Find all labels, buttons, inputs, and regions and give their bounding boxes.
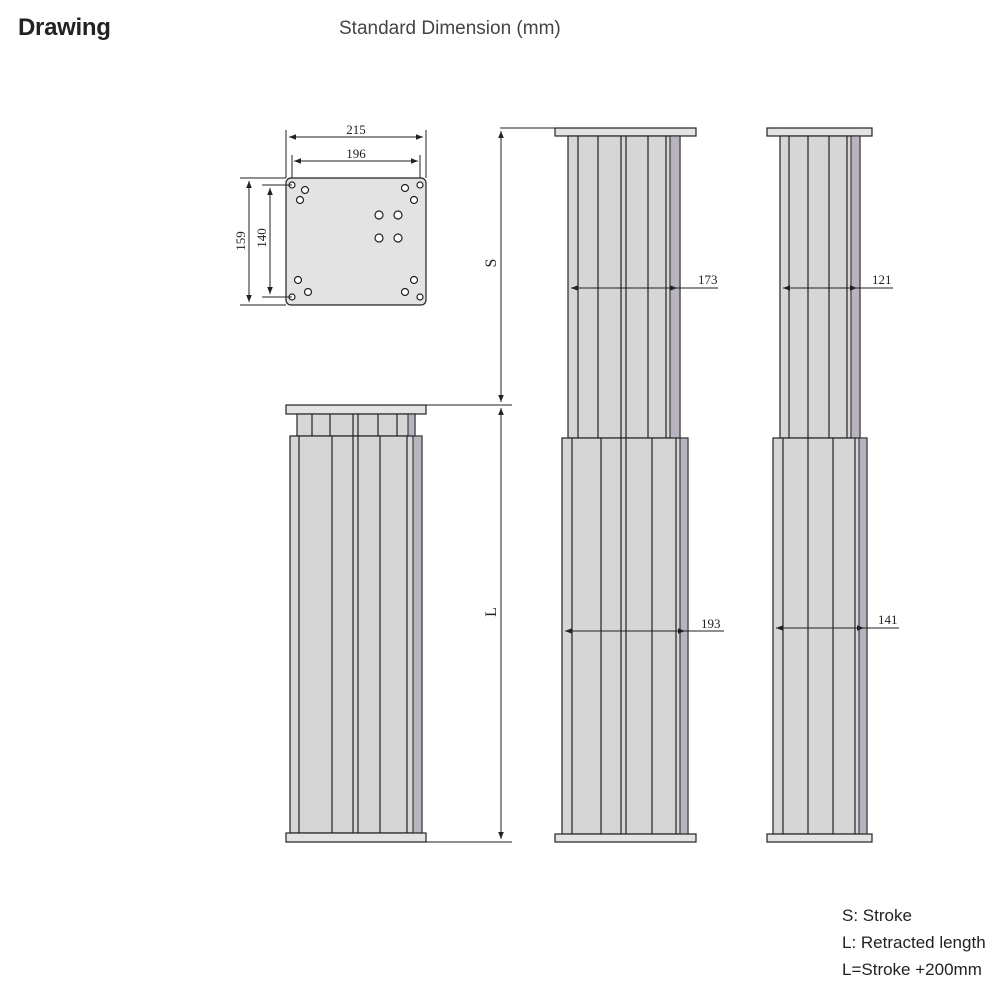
front-lower-width-label: 193 [701, 616, 721, 631]
length-dimension-label: L [483, 607, 500, 617]
plate-inner-height-label: 140 [254, 228, 269, 248]
mounting-plate [286, 178, 426, 305]
legend-item-retracted-length: L: Retracted length [842, 933, 986, 952]
extended-front-view [555, 128, 724, 842]
retracted-column-view [286, 405, 426, 842]
front-upper-width-label: 173 [698, 272, 718, 287]
top-plate-view [233, 122, 426, 305]
page-title: Drawing [18, 14, 111, 41]
legend-item-stroke: S: Stroke [842, 906, 912, 925]
plate-outer-width-label: 215 [346, 122, 366, 137]
extended-profile-view [767, 128, 899, 842]
stroke-length-dimension [426, 128, 557, 842]
stroke-dimension-label: S [483, 258, 500, 268]
profile-lower-width-label: 141 [878, 612, 898, 627]
plate-inner-width-label: 196 [346, 146, 366, 161]
legend [842, 902, 986, 983]
legend-item-formula: L=Stroke +200mm [842, 960, 982, 979]
profile-upper-width-label: 121 [872, 272, 892, 287]
plate-outer-height-label: 159 [233, 231, 248, 251]
page-subtitle: Standard Dimension (mm) [339, 18, 561, 39]
